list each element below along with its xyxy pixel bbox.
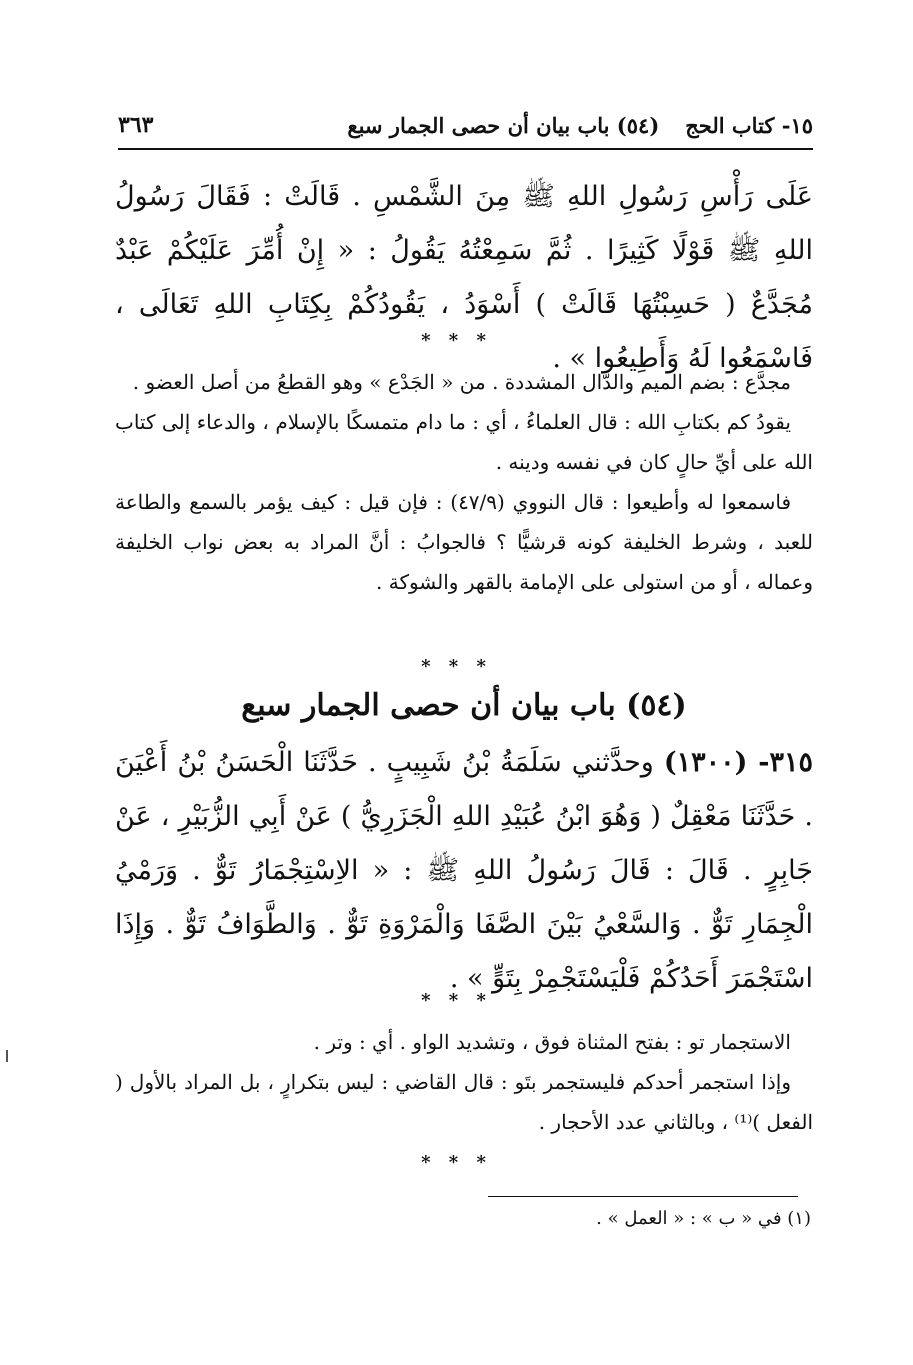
- page-header: [118, 102, 813, 150]
- note-fal-yastajmir: وإذا استجمر أحدكم فليستجمر بتَو : قال القاضي : ليس بتكرارٍ ، بل المراد بالأول ( الفعل )⁽¹⁾ ، وبالثاني عدد الأحجار .: [115, 1070, 813, 1134]
- note-mujadda: مجدَّع : بضم الميم والدَّال المشددة . من « الجَدْع » وهو القطعُ من أصل العضو .: [132, 370, 791, 394]
- note-istijmar: الاستجمار تو : بفتح المثناة فوق ، وتشديد الواو . أي : وتر .: [313, 1030, 791, 1054]
- separator-stars: * * *: [421, 656, 492, 677]
- running-chapter-title: (٥٤) باب بيان أن حصى الجمار سبع: [347, 112, 660, 138]
- commentary-notes-1: [115, 362, 813, 602]
- footnote-rule: [488, 1196, 798, 1197]
- hadith-text: وحدَّثني سَلَمَةُ بْنُ شَبِيبٍ . حَدَّثَنَا الْحَسَنُ بْنُ أَعْيَنَ . حَدَّثَنَا مَعْقِلٌ ( وَهُوَ ابْنُ عُبَيْدِ اللهِ الْجَزَرِيُّ ) عَنْ أَبِي الزُّبَيْرِ ، عَنْ جَابِرٍ . قَالَ : قَالَ رَسُولُ اللهِ ﷺ : « الاِسْتِجْمَارُ تَوٌّ . وَرَمْيُ الْجِمَارِ تَوٌّ . وَالسَّعْيُ بَيْنَ الصَّفَا وَالْمَرْوَةِ تَوٌّ . وَالطَّوَافُ تَوٌّ . وَإِذَا اسْتَجْمَرَ أَحَدُكُمْ فَلْيَسْتَجْمِرْ بِتَوٍّ » .: [115, 747, 813, 994]
- note-fasmau: فاسمعوا له وأطيعوا : قال النووي (٤٧/٩) : فإن قيل : كيف يؤمر بالسمع والطاعة للعبد ، وشرط الخليفة كونه قرشيًّا ؟ فالجوابُ : أنَّ المراد به بعض نواب الخليفة وعماله ، أو من استولى على الإمامة بالقهر والشوكة .: [115, 490, 813, 594]
- note-yaqudukum: يقودُ كم بكتابِ الله : قال العلماءُ ، أي : ما دام متمسكًا بالإسلام ، والدعاء إلى كتاب الله على أيِّ حالٍ كان في نفسه ودينه .: [115, 410, 813, 474]
- book-title: ١٥- كتاب الحج: [685, 112, 813, 138]
- footnote: (١) في « ب » : « العمل » .: [596, 1208, 811, 1229]
- margin-mark: [6, 1050, 8, 1062]
- page-number: ٣٦٣: [118, 112, 154, 138]
- separator-stars: * * *: [421, 330, 492, 351]
- hadith-continuation: عَلَى رَأْسِ رَسُولِ اللهِ ﷺ مِنَ الشَّمْسِ . قَالَتْ : فَقَالَ رَسُولُ اللهِ ﷺ قَوْلًا كَثِيرًا . ثُمَّ سَمِعْتُهُ يَقُولُ : « إِنْ أُمِّرَ عَلَيْكُمْ عَبْدٌ مُجَدَّعٌ ( حَسِبْتُهَا قَالَتْ ) أَسْوَدُ ، يَقُودُكُمْ بِكِتَابِ اللهِ تَعَالَى ، فَاسْمَعُوا لَهُ وَأَطِيعُوا » .: [115, 181, 813, 374]
- separator-stars: * * *: [421, 1152, 492, 1173]
- separator-stars: * * *: [421, 990, 492, 1011]
- chapter-heading: (٥٤) باب بيان أن حصى الجمار سبع: [241, 688, 687, 723]
- hadith-315: [115, 736, 813, 1006]
- commentary-notes-2: [115, 1022, 813, 1142]
- hadith-number: ٣١٥- (١٣٠٠): [663, 747, 813, 778]
